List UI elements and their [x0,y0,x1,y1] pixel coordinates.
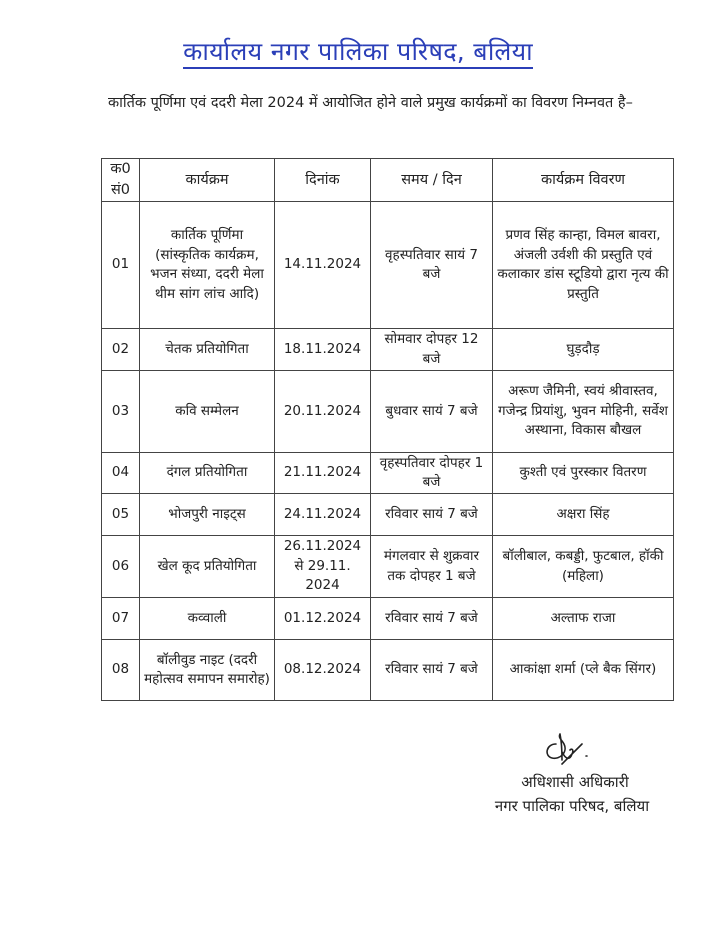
intro-paragraph: कार्तिक पूर्णिमा एवं ददरी मेला 2024 में आयोजित होने वाले प्रमुख कार्यक्रमों का विवरण निम्नवत है– [108,95,633,111]
cell-sn: 03 [102,371,140,453]
cell-details: प्रणव सिंह कान्हा, विमल बावरा, अंजली उर्वशी की प्रस्तुति एवं कलाकार डांस स्टूडियो द्वारा नृत्य की प्रस्तुति [493,202,674,329]
table-row [102,329,674,371]
signatory-designation: अधिशासी अधिकारी [521,773,629,791]
cell-program: कार्तिक पूर्णिमा (सांस्कृतिक कार्यक्रम, भजन संध्या, ददरी मेला थीम सांग लांच आदि) [140,202,275,329]
signatory-office: नगर पालिका परिषद, बलिया [494,797,650,815]
cell-time: बुधवार सायं 7 बजे [371,371,493,453]
cell-time: रविवार सायं 7 बजे [371,640,493,701]
cell-time: वृहस्पतिवार दोपहर 1 बजे [371,453,493,494]
cell-sn: 07 [102,598,140,640]
cell-program: खेल कूद प्रतियोगिता [140,536,275,598]
column-header-date: दिनांक [275,159,371,202]
cell-date: 26.11.2024 से 29.11. 2024 [275,536,371,598]
table-row [102,371,674,453]
cell-date: 08.12.2024 [275,640,371,701]
cell-time: सोमवार दोपहर 12 बजे [371,329,493,371]
column-header-sn-line2: सं0 [110,182,131,198]
cell-sn: 04 [102,453,140,494]
column-header-sn [102,159,140,202]
cell-details: आकांक्षा शर्मा (प्ले बैक सिंगर) [493,640,674,701]
cell-date: 01.12.2024 [275,598,371,640]
column-header-sn-line1: क0 [110,161,131,177]
cell-time: रविवार सायं 7 बजे [371,494,493,536]
cell-time: रविवार सायं 7 बजे [371,598,493,640]
cell-date: 14.11.2024 [275,202,371,329]
cell-date: 24.11.2024 [275,494,371,536]
cell-details: बॉलीबाल, कबड्डी, फुटबाल, हॉकी (महिला) [493,536,674,598]
column-header-details: कार्यक्रम विवरण [493,159,674,202]
cell-program: भोजपुरी नाइट्स [140,494,275,536]
signature-block [462,770,682,818]
cell-time: मंगलवार से शुक्रवार तक दोपहर 1 बजे [371,536,493,598]
cell-sn: 02 [102,329,140,371]
table-row [102,202,674,329]
cell-details: अरूण जैमिनी, स्वयं श्रीवास्तव, गजेन्द्र प्रियांशु, भुवन मोहिनी, सर्वेश अस्थाना, विकास बौखल [493,371,674,453]
table-row [102,494,674,536]
cell-details: अल्ताफ राजा [493,598,674,640]
cell-sn: 01 [102,202,140,329]
table-row [102,536,674,598]
cell-date: 20.11.2024 [275,371,371,453]
events-table [101,158,674,701]
cell-date: 21.11.2024 [275,453,371,494]
column-header-program: कार्यक्रम [140,159,275,202]
page-title-text: कार्यालय नगर पालिका परिषद, बलिया [183,37,533,69]
page-title [0,34,716,68]
cell-program: चेतक प्रतियोगिता [140,329,275,371]
cell-details: अक्षरा सिंह [493,494,674,536]
cell-program: कवि सम्मेलन [140,371,275,453]
cell-program: कव्वाली [140,598,275,640]
table-header-row [102,159,674,202]
cell-program: दंगल प्रतियोगिता [140,453,275,494]
cell-sn: 06 [102,536,140,598]
cell-details: घुड़दौड़ [493,329,674,371]
cell-sn: 08 [102,640,140,701]
handwritten-signature [538,730,598,770]
cell-program: बॉलीवुड नाइट (ददरी महोत्सव समापन समारोह) [140,640,275,701]
cell-date: 18.11.2024 [275,329,371,371]
table-row [102,453,674,494]
table-row [102,598,674,640]
table-row [102,640,674,701]
column-header-time: समय / दिन [371,159,493,202]
cell-time: वृहस्पतिवार सायं 7 बजे [371,202,493,329]
cell-details: कुश्ती एवं पुरस्कार वितरण [493,453,674,494]
cell-sn: 05 [102,494,140,536]
